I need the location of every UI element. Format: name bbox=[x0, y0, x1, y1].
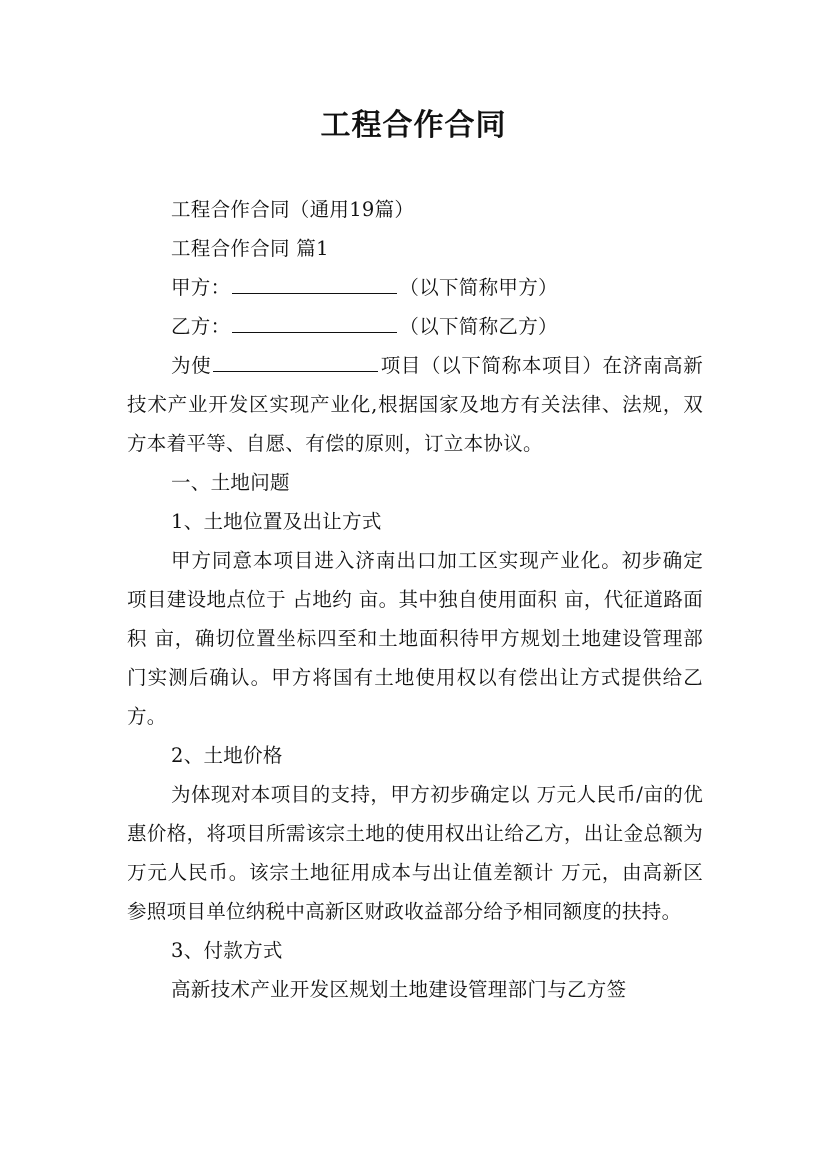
document-body bbox=[127, 190, 703, 1009]
section1-heading: 一、土地问题 bbox=[171, 471, 290, 494]
item2-paragraph: 为体现对本项目的支持，甲方初步确定以 万元人民币/亩的优惠价格，将项目所需该宗土地的使用权出让给乙方，出让金总额为 万元人民币。该宗土地征用成本与出让值差额计 万元，由高新区参照项目单位纳税中高新区财政收益部分给予相同额度的扶持。 bbox=[127, 783, 703, 923]
party-a-line bbox=[127, 268, 703, 307]
chapter-heading: 工程合作合同 篇1 bbox=[171, 237, 329, 260]
document-title: 工程合作合同 bbox=[320, 108, 507, 143]
intro-paragraph bbox=[127, 346, 703, 463]
party-a-label: 甲方： bbox=[171, 276, 231, 299]
item1-heading: 1、土地位置及出让方式 bbox=[171, 510, 382, 533]
party-a-suffix: （以下简称甲方） bbox=[399, 276, 558, 299]
party-b-label: 乙方： bbox=[171, 315, 231, 338]
party-a-blank bbox=[232, 279, 397, 294]
item3-paragraph: 高新技术产业开发区规划土地建设管理部门与乙方签 bbox=[171, 978, 627, 1001]
party-b-blank bbox=[232, 318, 397, 333]
party-b-suffix: （以下简称乙方） bbox=[399, 315, 558, 338]
intro-prefix: 为使 bbox=[171, 354, 212, 377]
document-subtitle: 工程合作合同（通用19篇） bbox=[171, 198, 415, 221]
project-name-blank bbox=[213, 357, 378, 372]
item2-heading: 2、土地价格 bbox=[171, 744, 283, 767]
intro-rest: 项目（以下简称本项目）在济南高新技术产业开发区实现产业化,根据国家及地方有关法律、法规，双方本着平等、自愿、有偿的原则，订立本协议。 bbox=[127, 354, 703, 455]
item1-paragraph: 甲方同意本项目进入济南出口加工区实现产业化。初步确定项目建设地点位于 占地约 亩。其中独自使用面积 亩，代征道路面积 亩，确切位置坐标四至和土地面积待甲方规划土地建设管理部门实测后确认。甲方将国有土地使用权以有偿出让方式提供给乙方。 bbox=[127, 549, 703, 728]
item3-heading: 3、付款方式 bbox=[171, 939, 283, 962]
party-b-line bbox=[127, 307, 703, 346]
